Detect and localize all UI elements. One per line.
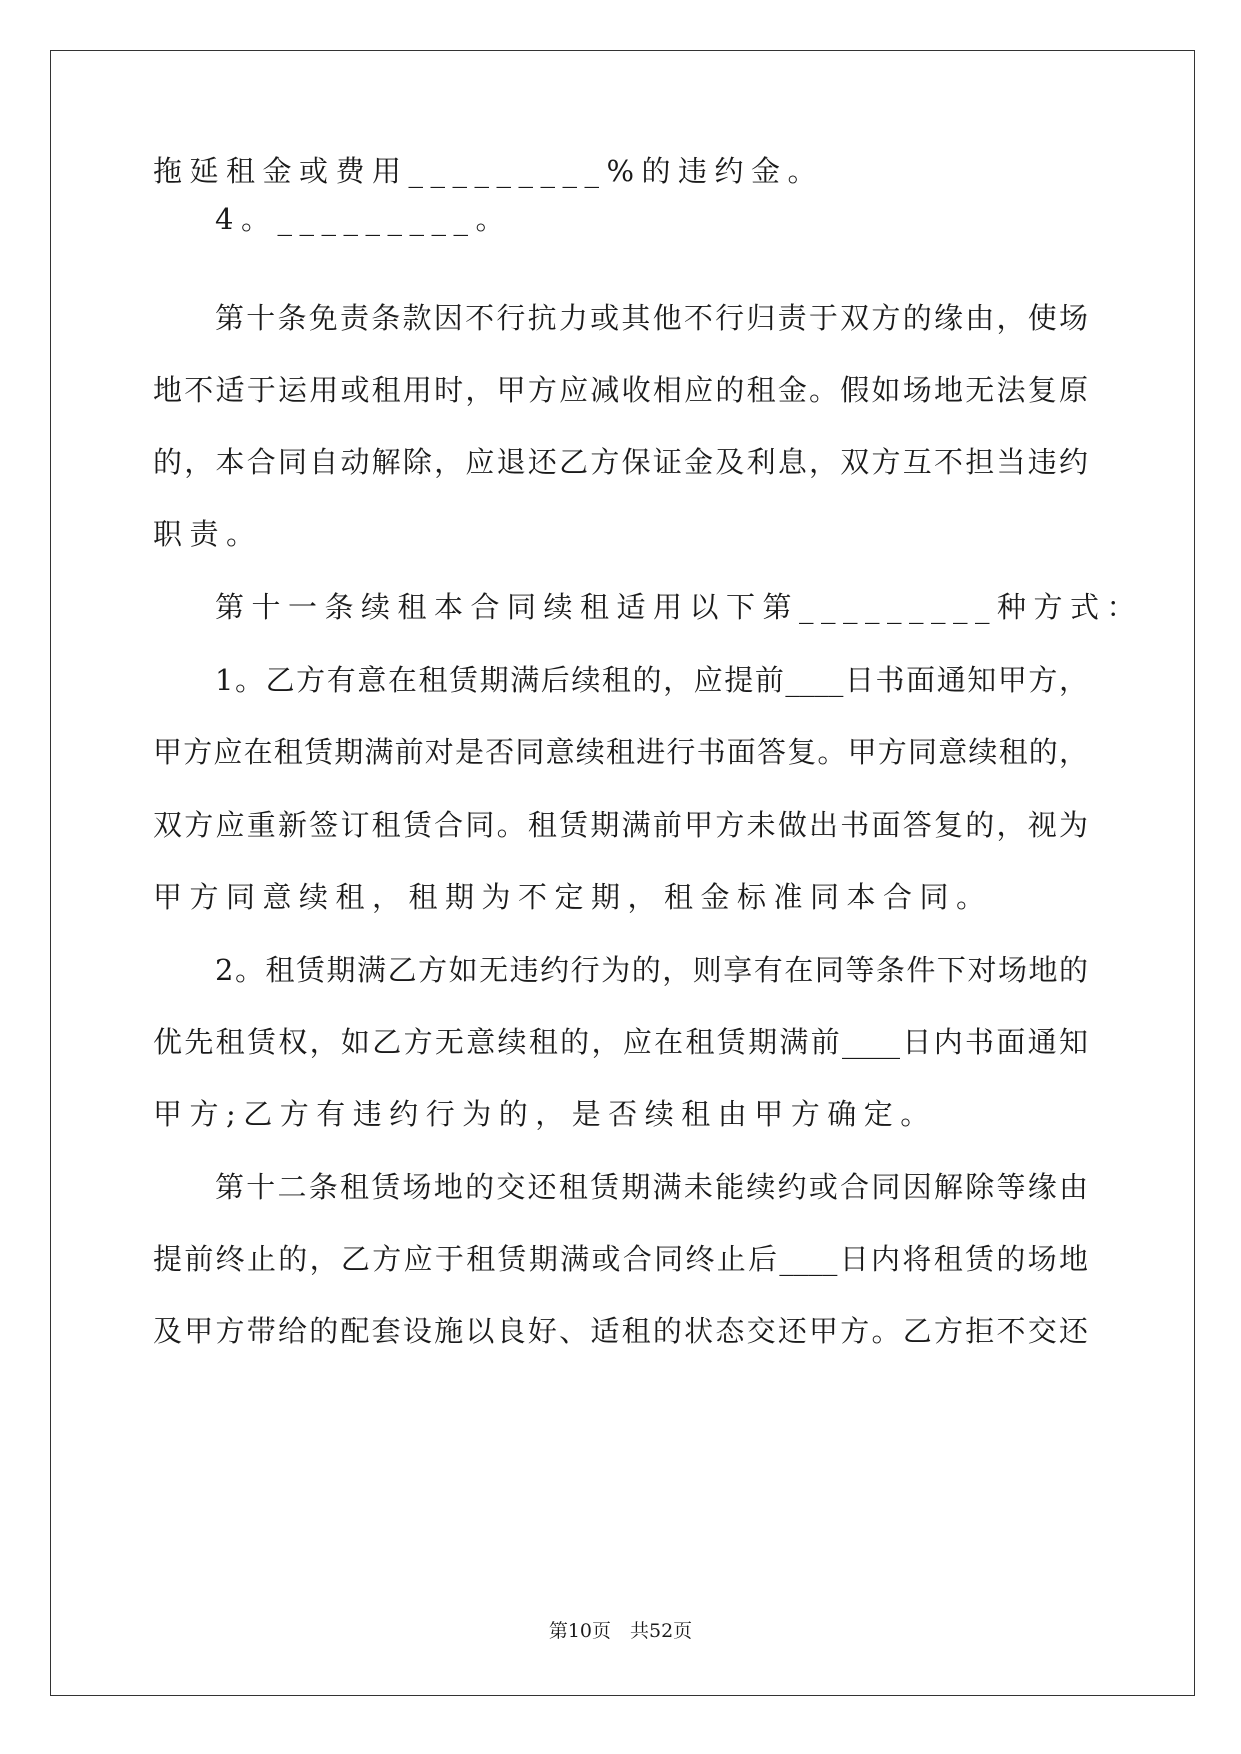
text-line: 提前终止的，乙方应于租赁期满或合同终止后____日内将租赁的场地 — [153, 1242, 1088, 1276]
text-line: 甲方同意续租，租期为不定期，租金标准同本合同。 — [153, 880, 993, 914]
text-line: 第十一条续租本合同续租适用以下第_________种方式： — [215, 590, 1144, 624]
text-line: 1。乙方有意在租赁期满后续租的，应提前____日书面通知甲方， — [215, 663, 1088, 697]
text-line: 第十二条租赁场地的交还租赁期满未能续约或合同因解除等缘由 — [215, 1170, 1088, 1204]
text-line: 双方应重新签订租赁合同。租赁期满前甲方未做出书面答复的，视为 — [153, 808, 1088, 842]
text-line: 2。租赁期满乙方如无违约行为的，则享有在同等条件下对场地的 — [215, 953, 1088, 987]
text-line: 拖延租金或费用_________%的违约金。 — [153, 154, 825, 188]
page-number-footer: 第10页 共52页 — [548, 1620, 693, 1642]
text-line: 优先租赁权，如乙方无意续租的，应在租赁期满前____日内书面通知 — [153, 1025, 1088, 1059]
text-line: 的，本合同自动解除，应退还乙方保证金及利息，双方互不担当违约 — [153, 445, 1088, 479]
text-line: 职责。 — [153, 517, 263, 551]
text-line: 及甲方带给的配套设施以良好、适租的状态交还甲方。乙方拒不交还 — [153, 1314, 1088, 1348]
text-line: 甲方应在租赁期满前对是否同意续租进行书面答复。甲方同意续租的， — [153, 735, 1088, 769]
text-line: 第十条免责条款因不行抗力或其他不行归责于双方的缘由，使场 — [215, 301, 1088, 335]
text-line: 4。_________。 — [215, 202, 512, 236]
text-line: 地不适于运用或租用时，甲方应减收相应的租金。假如场地无法复原 — [153, 373, 1088, 407]
text-line: 甲方;乙方有违约行为的，是否续租由甲方确定。 — [153, 1097, 937, 1131]
